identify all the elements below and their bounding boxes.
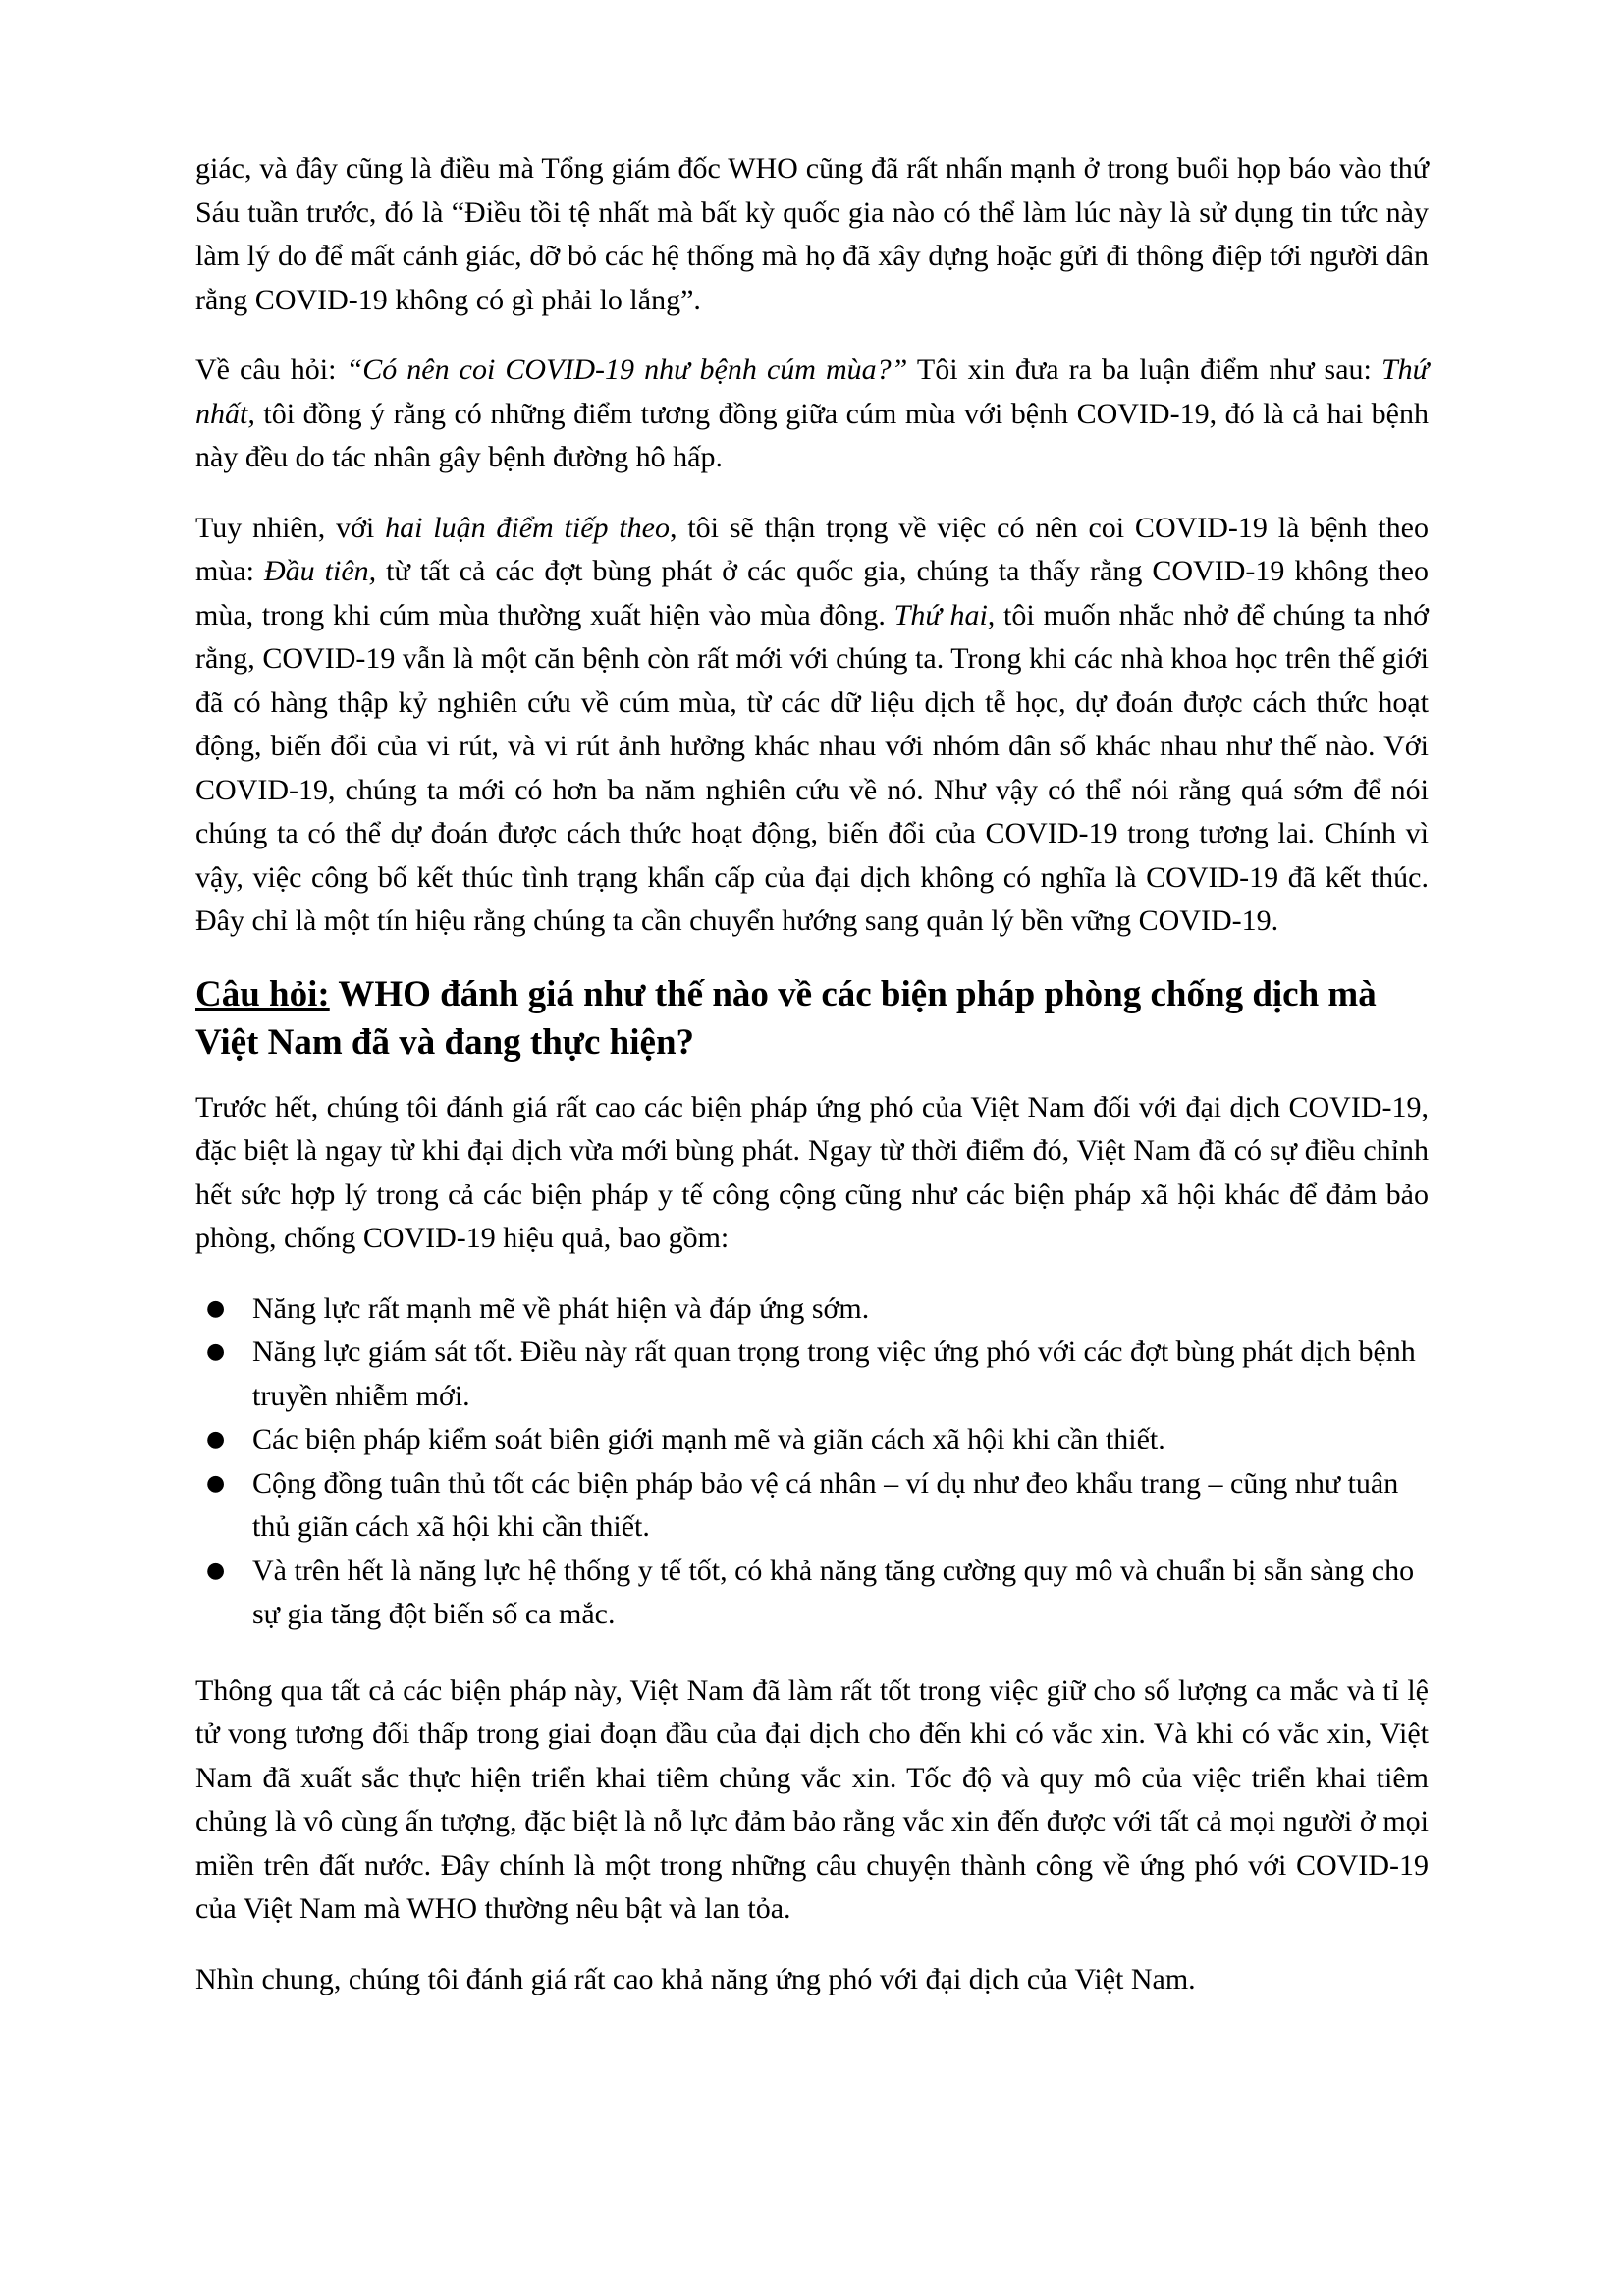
paragraph-conclusion: Nhìn chung, chúng tôi đánh giá rất cao khả năng ứng phó với đại dịch của Việt Nam. [195, 1962, 1196, 1995]
bullet-icon: ● [206, 1427, 226, 1451]
text-run: tôi muốn nhắc nhở để chúng ta nhớ rằng, COVID-19 vẫn là một căn bệnh còn rất mới với chúng ta. Trong khi các nhà khoa học trên thế giới đã có hàng thập kỷ nghiên cứu về cúm mùa, từ các dữ liệu dịch tễ học, dự đoán được cách thức hoạt động, biến đổi của vi rút, và vi rút ảnh hưởng khác nhau với nhóm dân số khác nhau như thế nào. Với COVID-19, chúng ta mới có hơn ba năm nghiên cứu về nó. Như vậy có thể nói rằng quá sớm để nói chúng ta có thể dự đoán được cách thức hoạt động, biến đổi của COVID-19 trong tương lai. Chính vì vậy, việc công bố kết thúc tình trạng khẩn cấp của đại dịch không có nghĩa là COVID-19 đã kết thúc. Đây chỉ là một tín hiệu rằng chúng ta cần chuyển hướng sang quản lý bền vững COVID-19. [195, 598, 1429, 937]
question-text: WHO đánh giá như thế nào về các biện pháp phòng chống dịch mà Việt Nam đã và đang thực hiện? [195, 973, 1377, 1063]
italic-first-point: Thứ nhất, [195, 354, 1429, 430]
paragraph-vietnam-response: Trước hết, chúng tôi đánh giá rất cao các biện pháp ứng phó của Việt Nam đối với đại dịch COVID-19, đặc biệt là ngay từ khi đại dịch vừa mới bùng phát. Ngay từ thời điểm đó, Việt Nam đã có sự điều chỉnh hết sức hợp lý trong cả các biện pháp y tế công cộng cũng như các biện pháp xã hội khác để đảm bảo phòng, chống COVID-19 hiệu quả, bao gồm: [195, 1090, 1429, 1254]
bullet-icon: ● [206, 1295, 226, 1321]
list-item [195, 1462, 1429, 1550]
italic-firstly: Đầu tiên, [264, 555, 377, 587]
paragraph-seasonal-flu-question [195, 349, 1429, 480]
list-item-text: Và trên hết là năng lực hệ thống y tế tốt, có khả năng tăng cường quy mô và chuẩn bị sẵn sàng cho sự gia tăng đột biến số ca mắc. [252, 1554, 1415, 1630]
text-run: tôi đồng ý rằng có những điểm tương đồng giữa cúm mùa với bệnh COVID-19, đó là cả hai bệnh này đều do tác nhân gây bệnh đường hô hấp. [195, 397, 1429, 473]
text-run: Về câu hỏi: [195, 354, 347, 386]
italic-next-points: hai luận điểm tiếp theo [385, 511, 671, 544]
text-run: từ tất cả các đợt bùng phát ở các quốc gia, chúng ta thấy rằng COVID-19 không theo mùa, trong khi cúm mùa thường xuất hiện vào mùa đông. [195, 555, 1429, 631]
paragraph-further-points [195, 507, 1429, 944]
paragraph-vaccination: Thông qua tất cả các biện pháp này, Việt Nam đã làm rất tốt trong việc giữ cho số lượng ca mắc và tỉ lệ tử vong tương đối thấp trong giai đoạn đầu của đại dịch cho đến khi có vắc xin. Và khi có vắc xin, Việt Nam đã xuất sắc thực hiện triển khai tiêm chủng vắc xin. Tốc độ và quy mô của việc triển khai tiêm chủng là vô cùng ấn tượng, đặc biệt là nỗ lực đảm bảo rằng vắc xin đến được với tất cả mọi người ở mọi miền trên đất nước. Đây chính là một trong những câu chuyện thành công về ứng phó với COVID-19 của Việt Nam mà WHO thường nêu bật và lan tỏa. [195, 1673, 1429, 1925]
list-item [195, 1550, 1429, 1637]
italic-question: “Có nên coi COVID-19 như bệnh cúm mùa?” [346, 354, 908, 386]
bullet-icon: ● [206, 1558, 226, 1583]
bullet-icon: ● [206, 1470, 226, 1496]
document-page [195, 147, 1429, 2028]
list-item [195, 1418, 1429, 1462]
question-label: Câu hỏi: [195, 973, 330, 1014]
text-run: Tôi xin đưa ra ba luận điểm như sau: [907, 354, 1381, 386]
list-item-text: Cộng đồng tuân thủ tốt các biện pháp bảo vệ cá nhân – ví dụ như đeo khẩu trang – cũng như tuân thủ giãn cách xã hội khi cần thiết. [252, 1466, 1399, 1543]
text-run: Tuy nhiên, với [195, 511, 386, 544]
text-run: , tôi sẽ thận trọng về việc có nên coi COVID-19 là bệnh theo mùa: [195, 511, 1429, 587]
bullet-icon: ● [206, 1339, 226, 1364]
italic-secondly: Thứ hai, [893, 598, 996, 631]
list-item-text: Các biện pháp kiểm soát biên giới mạnh mẽ và giãn cách xã hội khi cần thiết. [252, 1423, 1165, 1455]
paragraph-who-warning: giác, và đây cũng là điều mà Tổng giám đốc WHO cũng đã rất nhấn mạnh ở trong buổi họp báo vào thứ Sáu tuần trước, đó là “Điều tồi tệ nhất mà bất kỳ quốc gia nào có thể làm lúc này là sử dụng tin tức này làm lý do để mất cảnh giác, dỡ bỏ các hệ thống mà họ đã xây dựng hoặc gửi đi thông điệp tới người dân rằng COVID-19 không có gì phải lo lắng”. [195, 152, 1429, 316]
list-item [195, 1331, 1429, 1418]
list-item-text: Năng lực rất mạnh mẽ về phát hiện và đáp ứng sớm. [252, 1291, 870, 1325]
measures-list [195, 1287, 1429, 1637]
list-item [195, 1287, 1429, 1332]
question-heading [195, 970, 1429, 1066]
list-item-text: Năng lực giám sát tốt. Điều này rất quan trọng trong việc ứng phó với các đợt bùng phát dịch bệnh truyền nhiễm mới. [252, 1336, 1416, 1412]
